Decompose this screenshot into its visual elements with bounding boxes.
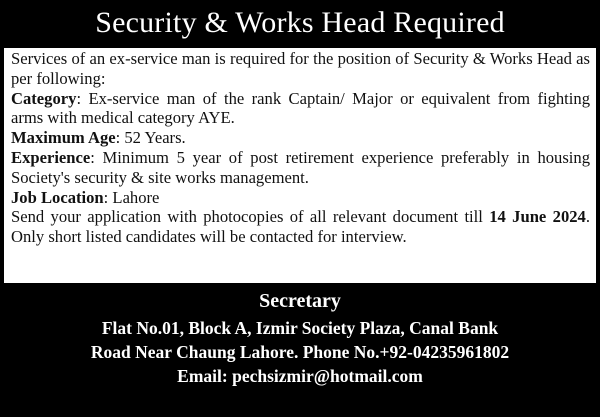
intro-paragraph (11, 49, 590, 89)
ad-body (4, 48, 596, 283)
address-line-1: Flat No.01, Block A, Izmir Society Plaza, Canal Bank (101, 318, 499, 338)
max-age-text: : 52 Years. (115, 128, 186, 148)
category-label: Category (11, 88, 77, 108)
experience-text: : Minimum 5 year of post retirement experience preferably in housing Society's security & site works management. (11, 147, 590, 187)
application-note: . Only short listed candidates will be contacted for interview. (11, 207, 590, 247)
ad-headline: Security & Works Head Required (95, 6, 505, 39)
application-paragraph (11, 207, 590, 247)
experience-label: Experience (11, 147, 91, 167)
experience-row (11, 148, 590, 188)
email-line: Email: pechsizmir@hotmail.com (177, 366, 423, 386)
contact-title: Secretary (259, 290, 341, 312)
contact-block (0, 286, 600, 417)
max-age-label: Maximum Age (11, 128, 116, 148)
application-text: Send your application with photocopies of all relevant document till (11, 207, 490, 227)
category-row (11, 89, 590, 129)
max-age-row (11, 128, 590, 148)
deadline-date: 14 June 2024 (489, 207, 586, 227)
job-location-row (11, 188, 590, 208)
job-location-text: : Lahore (103, 187, 160, 207)
category-text: : Ex-service man of the rank Captain/ Major or equivalent from fighting arms with medical category AYE. (11, 88, 590, 128)
job-location-label: Job Location (11, 187, 104, 207)
address-line-2: Road Near Chaung Lahore. Phone No.+92-04235961802 (90, 342, 510, 362)
intro-text: Services of an ex-service man is required for the position of Security & Works Head as per following: (11, 49, 590, 88)
